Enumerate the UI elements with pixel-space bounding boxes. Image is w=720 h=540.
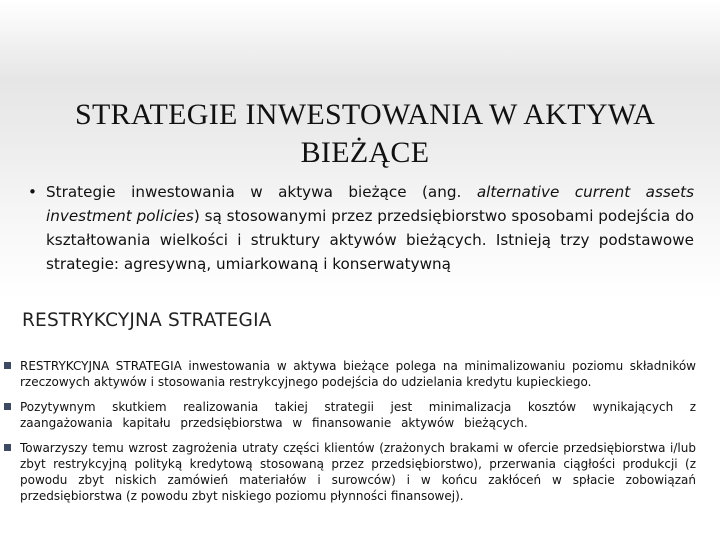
list-item: [4, 358, 696, 390]
square-bullet-icon: [4, 403, 11, 410]
square-bullet-icon: [4, 444, 11, 451]
intro-text-italic: alternative current assets investment policies: [46, 183, 694, 225]
list-item-text: Towarzyszy temu wzrost zagrożenia utraty części klientów (zrażonych brakami w ofercie przedsiębiorstwa i/lub zbyt restrykcyjną polityką kredytową stosowaną przez przedsiębiorstwo), przerwania ciągłości produkcji (z powodu zbyt niskich zamówień materiałów i surowców) i w końcu zakłóceń w spłacie zobowiązań przedsiębiorstwa (z powodu zbyt niskiego poziomu płynności finansowej).: [20, 441, 696, 503]
intro-bullet-item: [26, 180, 694, 276]
intro-paragraph: [26, 180, 694, 276]
section-title: RESTRYKCYJNA STRATEGIA: [22, 310, 272, 331]
slide-title-line-1: STRATEGIE INWESTOWANIA W AKTYWA: [74, 98, 656, 131]
list-item-text: RESTRYKCYJNA STRATEGIA inwestowania w aktywa bieżące polega na minimalizowaniu poziomu składników rzeczowych aktywów i stosowania restrykcyjnego podejścia do udzielania kredytu kupieckiego.: [20, 359, 696, 389]
intro-text-start: Strategie inwestowania w aktywa bieżące (ang.: [46, 183, 462, 201]
bullet-icon: •: [28, 183, 37, 201]
square-bullet-icon: [4, 362, 11, 369]
intro-text-end: ) są stosowanymi przez przedsiębiorstwo sposobami podejścia do kształtowania wielkości i struktury aktywów bieżących. Istnieją trzy podstawowe strategie: agresywną, umiarkowaną i konserwatywną: [46, 207, 694, 273]
list-item-text: Pozytywnym skutkiem realizowania takiej strategii jest minimalizacja kosztów wynikających z zaangażowania kapitału przedsiębiorstwa w finansowanie aktywów bieżących.: [20, 400, 696, 430]
slide-title-line-2: BIEŻĄCE: [300, 136, 430, 169]
list-item: [4, 440, 696, 504]
slide-title: [30, 96, 700, 172]
bullet-list: [4, 358, 696, 513]
list-item: [4, 399, 696, 431]
